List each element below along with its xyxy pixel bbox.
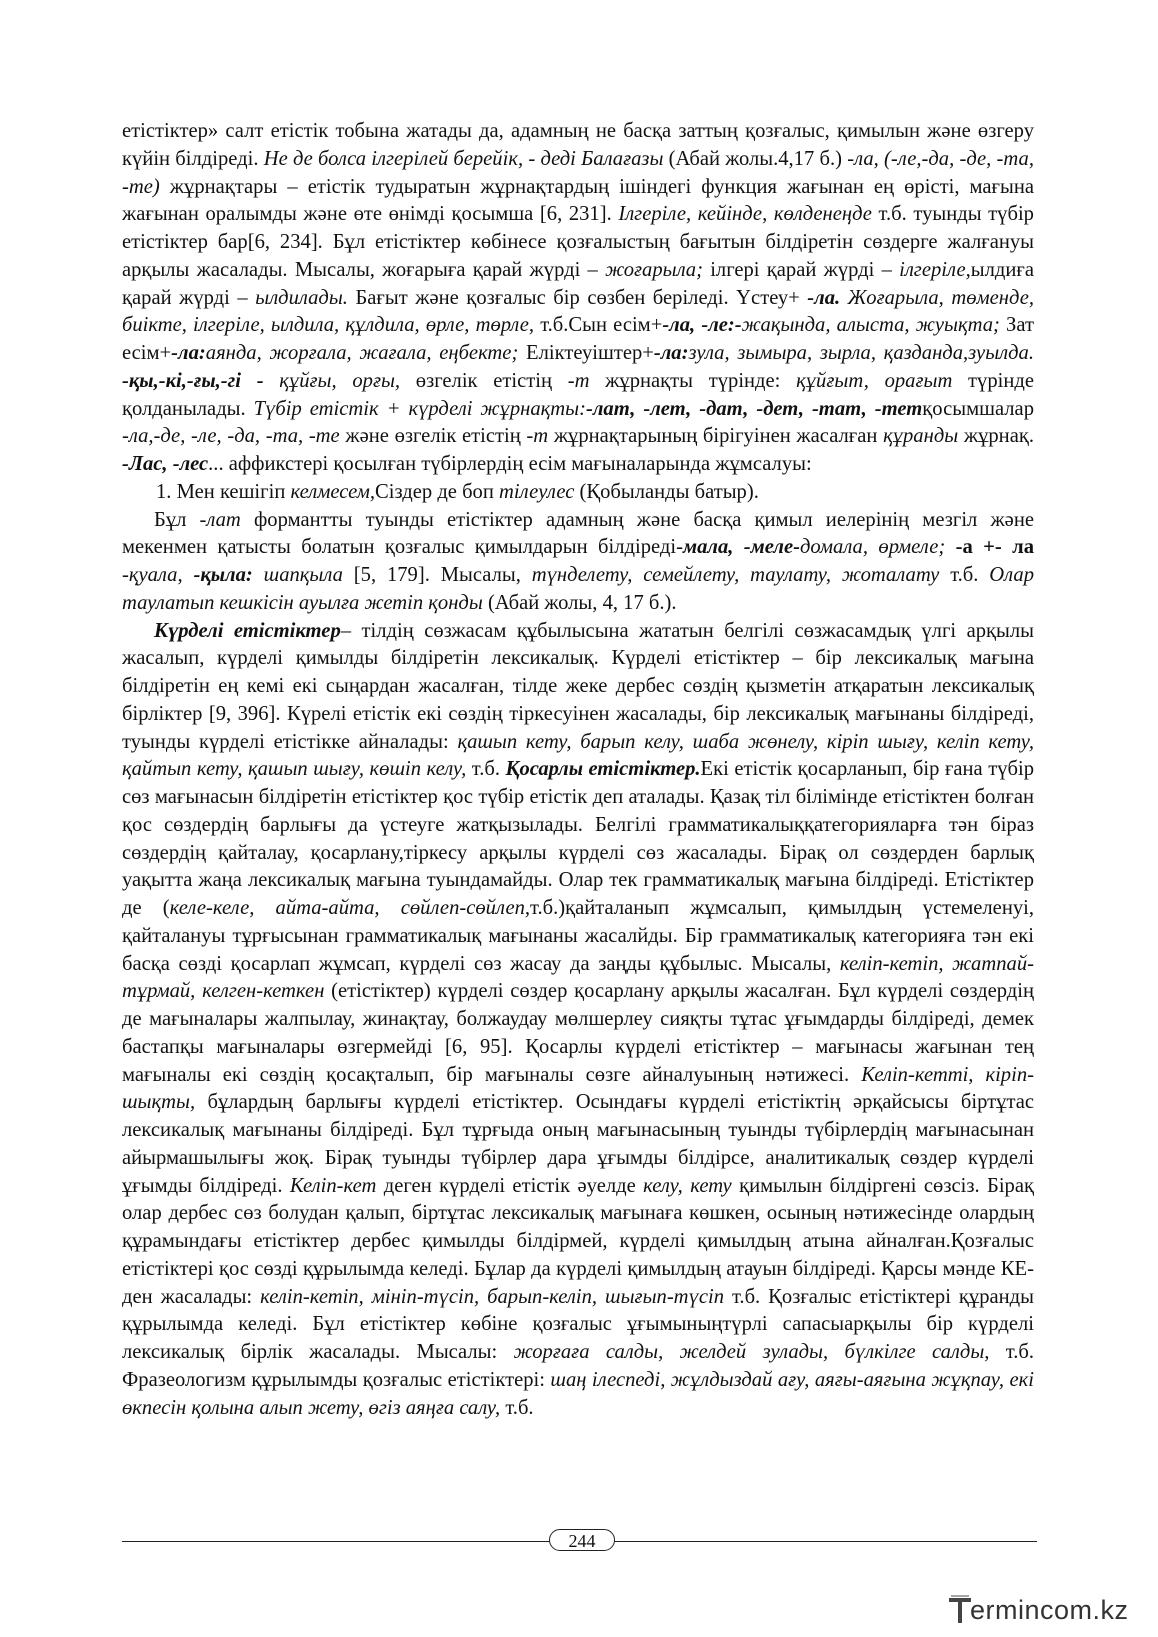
emphasis-text: Келіп-кет — [289, 1174, 377, 1197]
emphasis-text: – — [340, 619, 352, 642]
emphasis-text: ілгеріле, — [899, 258, 971, 281]
emphasis-text: келе-келе, айта-айта, сөйлеп-сөйлеп, — [169, 897, 531, 919]
emphasis-text: -а +- ла — [945, 536, 1035, 559]
body-text: ілгері қарай жүрді – — [702, 258, 900, 281]
emphasis-text: түнделету, семейлету, таулату, жоталату — [531, 564, 940, 586]
emphasis-text: құйғыт, орағыт — [796, 369, 953, 392]
body-text: т.б. Фразеологизм құрылымды қозғалыс етістіктері: — [122, 1341, 1035, 1391]
emphasis-text: -лат, -лет, -дат, -дет, -тат, -тет — [585, 397, 923, 420]
site-watermark — [948, 1592, 1148, 1628]
emphasis-text: құйғы, орғы, — [263, 369, 401, 392]
body-text: 1. Мен кешігіп — [156, 480, 291, 503]
body-text: Бұл — [154, 508, 200, 531]
emphasis-text: Ілгеріле, кейінде, көлденеңде — [618, 203, 872, 226]
body-text: жұрнақ. — [958, 425, 1034, 448]
body-text: жұрнақтары – етістік тудыратын жұрнақтардың ішіндегі функция жағынан ең өрісті, мағына жағынан оралымды және өте өнімді қосымша [6, 231]. — [122, 175, 1034, 226]
emphasis-text: -ла, (-ле,-да, -де, -та, -те) — [122, 147, 1034, 198]
emphasis-text: Күрделі етістіктер — [154, 619, 341, 642]
body-text: етістіктер» салт етістік тобына жатады да, адамның не басқа заттың қозғалыс, қимылын және өзгеру күйін білдіреді. — [122, 120, 1034, 170]
emphasis-text: келіп-кетіп, жатпай-тұрмай, келген-кеткен — [122, 952, 1034, 1003]
emphasis-text: жақында, алыста, жуықта; — [741, 314, 1000, 337]
body-text: (етістіктер) күрделі сөздер қосарлану арқылы жасалған. Бұл күрделі сөздердің де мағыналары жалпылау, жинақтау, болжаудау мөлшерлеу сияқты тұтас ұғымдарды білдіреді, демек бастапқы мағыналары өзгермейді [6, 95]. Қосарлы күрделі етістіктер – мағынасы жағынан тең мағыналы екі сөздің қосақталып, бір мағыналы сөзге айналуының нәтижесі. — [122, 980, 1034, 1086]
body-text: т.б. — [500, 1396, 534, 1419]
emphasis-text: -қуала, — [122, 564, 183, 586]
body-text: т.б. — [466, 758, 506, 781]
body-text: Бағыт және қозғалыс бір сөзбен беріледі. Үстеу+ — [347, 286, 808, 309]
body-text: т.б.Сын есім+ — [534, 314, 663, 337]
emphasis-text: -ла, -ле:- — [662, 314, 742, 337]
emphasis-text: құранды — [883, 425, 959, 448]
emphasis-text: ылдилады. — [255, 286, 348, 309]
body-text: Сіздер де боп — [375, 480, 500, 503]
body-text: және өзгелік етістің — [339, 425, 527, 448]
body-text: жұрнақты түрінде: — [589, 369, 797, 392]
emphasis-text: келіп-кетіп, мініп-түсіп, барып-келіп, шығып-түсіп — [260, 1285, 725, 1308]
paragraph — [122, 479, 1034, 507]
body-text: бұлардың барлығы күрделі етістіктер. Осындағы күрделі етістіктің әрқайсысы біртұтас лексикалық мағынаны білдіреді. Бұл тұрғыда оның мағынасының туынды түбірлердің мағынасынан айырмашылығы жоқ. Бірақ туынды түбірлер дара ұғымды білдірсе, аналитикалық сөздер күрделі ұғымды білдіреді. — [122, 1091, 1034, 1197]
emphasis-text: домала, өрмеле; — [799, 536, 946, 559]
emphasis-text: Олар таулатып кешкісін ауылға жетіп қонды — [122, 564, 1034, 614]
emphasis-text: жоғарыла; — [605, 258, 703, 281]
body-text: Екі етістік қосарланып, бір ғана түбір сөз мағынасын білдіретін етістіктер қос түбір етістік деп аталады. Қазақ тіл білімінде етістіктен болған қос сөздердің барлығы да үстеуге жатқызылады. Белгілі грамматикалыққатегорияларға тән біраз сөздердің қайталау, қосарлану,тіркесу арқылы күрделі сөз жасалады. Бірақ ол сөздерден барлық уақытта жаңа лексикалық мағына туындамайды. Олар тек грамматикалық мағына білдіреді. Етістіктер де ( — [122, 758, 1034, 919]
emphasis-text: Түбір етістік + күрделі жұрнақты: — [253, 397, 586, 420]
body-text: т.б.)қайталанып жұмсалып, қимылдың үстемеленуі, қайталануы тұрғысынан грамматикалық мағынаны жасалйды. Бір грамматикалық категорияға тән екі басқа сөзді қосарлап жұмсап, күрделі сөз жасау да заңды құбылыс. Мысалы, — [122, 897, 1035, 975]
emphasis-text: Қосарлы етістіктер. — [505, 758, 701, 781]
watermark-text: ermincom.kz — [970, 1595, 1129, 1625]
body-text: т.б. туынды түбір етістіктер бар[6, 234]. Бұл етістіктер көбінесе қозғалыстың бағытын білдіретін сөздерге жалғануы арқылы жасалады. Мысалы, жоғарыға қарай жүрді – — [122, 203, 1034, 281]
emphasis-text: зула, зымыра, зырла, қазданда,зуылда. — [688, 342, 1034, 364]
t-logo-icon — [948, 1594, 972, 1624]
body-text: тілдің сөзжасам құбылысына жататын белгілі сөзжасамдық үлгі арқылы жасалып, күрделі қимылды білдіретін лексикалық. Күрделі етістіктер – бір лексикалық мағына білдіретін ең кемі екі сыңардан жасалған, тілде жеке дербес сөздің қызметін атқаратын лексикалық бірліктер [9, 396]. Күрелі етістік екі сөздің тіркесуінен жасалады, бір лексикалық мағынаны білдіреді, туынды күрделі етістікке айналады: — [122, 619, 1034, 753]
emphasis-text: -қы,-кі,-ғы,-гі - — [122, 369, 264, 392]
body-text: формантты туынды етістіктер адамның және басқа қимыл иелерінің мезгіл және мекенмен қатысты болатын қозғалыс қимылдарын білдіреді- — [122, 508, 1034, 559]
emphasis-text: -т — [567, 369, 590, 392]
body-text: ... аффикстері қосылған түбірлердің есім мағыналарында жұмсалуы: — [208, 453, 812, 475]
body-text: түрінде қолданылады. — [122, 369, 1034, 420]
body-text: Зат есім+ — [122, 314, 1034, 364]
emphasis-text: -ла: — [653, 342, 689, 364]
emphasis-text: -т — [526, 425, 549, 448]
emphasis-text: -ла: — [171, 342, 206, 364]
body-text: (Абай жолы.4,17 б.) — [663, 147, 848, 170]
paragraph — [122, 118, 1034, 479]
body-text: т.б. — [939, 564, 990, 586]
emphasis-text: Не де болса ілгерілей берейік, - деді Балағазы — [263, 147, 664, 170]
emphasis-text: тілеулес — [499, 480, 575, 503]
body-text: ылдиға қарай жүрді – — [122, 258, 1034, 309]
emphasis-text: -Лас, -лес — [122, 453, 209, 475]
emphasis-text: аянда, жорғала, жағала, еңбекте; — [205, 342, 519, 364]
body-text: Еліктеуіштер+ — [518, 342, 654, 364]
emphasis-text: мала, -меле- — [682, 536, 800, 559]
emphasis-text: келмесем, — [290, 480, 376, 503]
body-text: [5, 179]. Мысалы, — [342, 564, 532, 586]
emphasis-text: келу, кету — [643, 1174, 732, 1197]
emphasis-text: -ла,-де, -ле, -да, -та, -те — [122, 425, 340, 448]
page-number: 244 — [549, 1529, 615, 1551]
page-body — [122, 118, 1034, 1422]
emphasis-text: шаң ілеспеді, жұлдыздай ағу, аяғы-аяғына жұқпау, екі өкпесін қолына алып жету, өгіз аяңға салу, — [122, 1368, 1034, 1419]
emphasis-text: Жоғарыла, төменде, биікте, ілгеріле, ылдила, құлдила, өрле, төрле, — [122, 286, 1034, 337]
body-text: (Қобыланды батыр). — [574, 480, 759, 503]
emphasis-text: жорғаға салды, желдей зулады, бүлкілге салды, — [513, 1341, 990, 1363]
emphasis-text: -ла. — [807, 286, 841, 309]
emphasis-text: -лат — [199, 508, 241, 531]
body-text: т.б. Қозғалыс етістіктері құранды құрылымда келеді. Бұл етістіктер көбіне қозғалыс ұғымыныңтүрлі сапасыарқылы бір күрделі лексикалық бірлік жасалады. Мысалы: — [122, 1285, 1034, 1363]
emphasis-text: Келіп-кетті, кіріп-шықты, — [122, 1063, 1034, 1114]
body-text: қимылын білдіргені сөзсіз. Бірақ олар дербес сөз болудан қалып, біртұтас лексикалық мағынаға көшкен, осының нәтижесінде олардың құрамындағы етістіктер дербес қимылды білдірмей, күрделі қимылдың атына айналған.Қозғалыс етістіктері қос сөзді құрылымда келеді. Бұлар да күрделі қимылдың атауын білдіреді. Қарсы мәнде КЕ-ден жасалады: — [122, 1174, 1034, 1308]
emphasis-text: қашып кету, барып келу, шаба жөнелу, кіріп шығу, келіп кету, қайтып кету, қашып шығу, көшіп келу, — [122, 730, 1034, 781]
paragraph — [122, 507, 1034, 618]
body-text: деген күрделі етістік әуелде — [376, 1174, 644, 1197]
emphasis-text: шапқыла — [252, 564, 343, 586]
body-text: (Абай жолы, 4, 17 б.). — [482, 591, 677, 614]
paragraph — [122, 618, 1034, 1423]
body-text: қосымшалар — [922, 397, 1034, 420]
body-text: өзгелік етістің — [400, 369, 568, 392]
body-text: жұрнақтарының бірігуінен жасалған — [548, 425, 884, 448]
emphasis-text: -қыла: — [182, 564, 253, 586]
